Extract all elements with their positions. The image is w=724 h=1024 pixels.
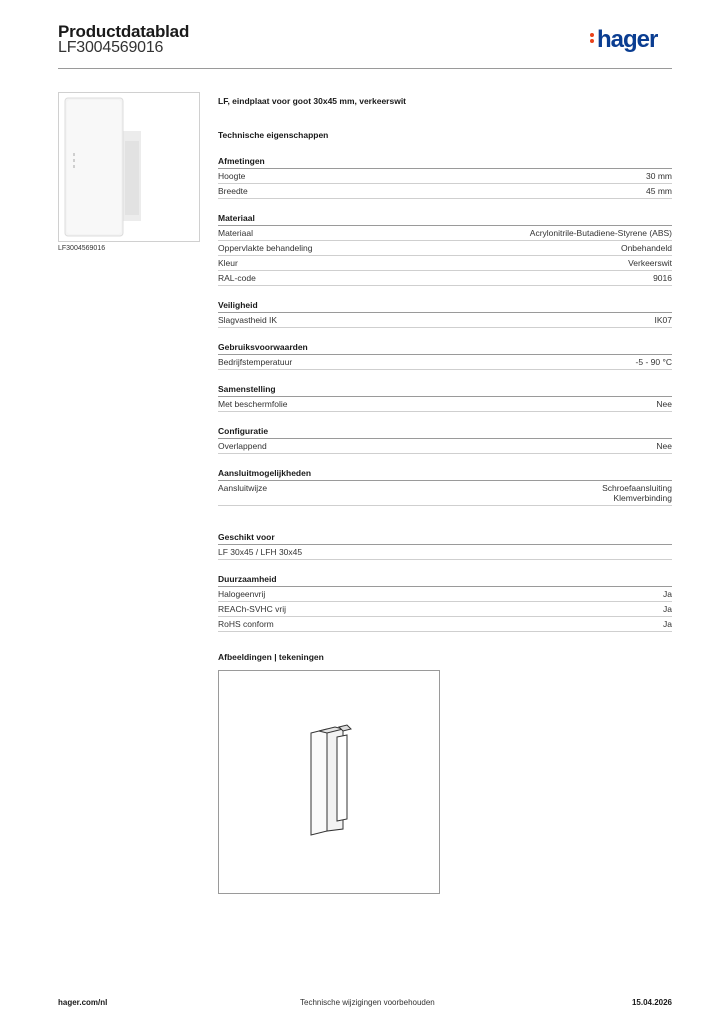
drawings-heading: Afbeeldingen | tekeningen — [218, 652, 324, 662]
spec-value — [602, 483, 672, 503]
footer-website[interactable]: hager.com/nl — [58, 998, 108, 1007]
group-title: Geschikt voor — [218, 532, 672, 545]
spec-row — [218, 271, 672, 286]
group-geschikt-voor — [218, 532, 672, 560]
spec-label: Hoogte — [218, 171, 246, 181]
hager-logo — [590, 26, 657, 54]
footer-notice: Technische wijzigingen voorbehouden — [300, 998, 435, 1007]
product-description: LF, eindplaat voor goot 30x45 mm, verkeerswit — [218, 96, 407, 106]
spec-row — [218, 439, 672, 454]
group-title: Gebruiksvoorwaarden — [218, 342, 672, 355]
logo-text: hager — [597, 26, 658, 53]
spec-row — [218, 355, 672, 370]
spec-label: RoHS conform — [218, 619, 274, 629]
spec-row — [218, 169, 672, 184]
spec-label: Materiaal — [218, 228, 253, 238]
page-title: Productdatablad — [58, 22, 190, 41]
spec-row — [218, 617, 672, 632]
spec-label: Slagvastheid IK — [218, 315, 278, 325]
spec-value: Acrylonitrile-Butadiene-Styrene (ABS) — [529, 228, 672, 238]
spec-value: 30 mm — [646, 171, 672, 181]
spec-label: Kleur — [218, 258, 238, 268]
spec-row — [218, 602, 672, 617]
spec-value: 9016 — [653, 273, 672, 283]
end-plate-photo-icon — [59, 93, 199, 241]
spec-label: Aansluitwijze — [218, 483, 268, 493]
group-configuratie — [218, 426, 672, 454]
spec-row — [218, 241, 672, 256]
spec-value: -5 - 90 °C — [635, 357, 672, 367]
logo-dots-icon — [590, 31, 595, 45]
spec-label: Bedrijfstemperatuur — [218, 357, 293, 367]
group-afmetingen — [218, 156, 672, 199]
spec-label: Met beschermfolie — [218, 399, 288, 409]
spec-label: Overlappend — [218, 441, 267, 451]
spec-label: Halogeenvrij — [218, 589, 266, 599]
group-title: Samenstelling — [218, 384, 672, 397]
spec-value: Verkeerswit — [628, 258, 672, 268]
thumbnail-caption: LF3004569016 — [58, 245, 106, 252]
spec-label: REACh-SVHC vrij — [218, 604, 287, 614]
end-plate-drawing-icon — [219, 671, 439, 893]
spec-label: LF 30x45 / LFH 30x45 — [218, 547, 303, 557]
group-duurzaamheid — [218, 574, 672, 632]
header-divider — [58, 68, 672, 69]
spec-value-line: Klemverbinding — [613, 493, 672, 503]
product-code: LF3004569016 — [58, 39, 164, 56]
spec-label: RAL-code — [218, 273, 256, 283]
spec-value: Nee — [656, 441, 672, 451]
spec-value: Ja — [663, 589, 672, 599]
group-title: Afmetingen — [218, 156, 672, 169]
group-samenstelling — [218, 384, 672, 412]
spec-value: IK07 — [654, 315, 672, 325]
group-gebruiksvoorwaarden — [218, 342, 672, 370]
footer-date: 15.04.2026 — [631, 998, 672, 1007]
product-thumbnail — [58, 92, 200, 242]
spec-value: Ja — [663, 619, 672, 629]
group-aansluitmogelijkheden — [218, 468, 672, 506]
spec-row — [218, 256, 672, 271]
spec-label: Breedte — [218, 186, 248, 196]
spec-row — [218, 587, 672, 602]
spec-panel — [218, 96, 672, 894]
group-veiligheid — [218, 300, 672, 328]
group-title: Materiaal — [218, 213, 672, 226]
spec-row — [218, 184, 672, 199]
spec-value: Onbehandeld — [620, 243, 672, 253]
group-title: Configuratie — [218, 426, 672, 439]
spec-row — [218, 313, 672, 328]
spec-row — [218, 545, 672, 560]
spec-row — [218, 226, 672, 241]
group-materiaal — [218, 213, 672, 286]
group-title: Duurzaamheid — [218, 574, 672, 587]
spec-row — [218, 397, 672, 412]
group-title: Veiligheid — [218, 300, 672, 313]
group-title: Aansluitmogelijkheden — [218, 468, 672, 481]
technical-drawing — [218, 670, 440, 894]
spec-value-line: Schroefaansluiting — [602, 483, 672, 493]
tech-heading: Technische eigenschappen — [218, 130, 329, 140]
spec-row — [218, 481, 672, 506]
spec-value: 45 mm — [646, 186, 672, 196]
spec-label: Oppervlakte behandeling — [218, 243, 313, 253]
spec-value: Nee — [656, 399, 672, 409]
spec-value: Ja — [663, 604, 672, 614]
